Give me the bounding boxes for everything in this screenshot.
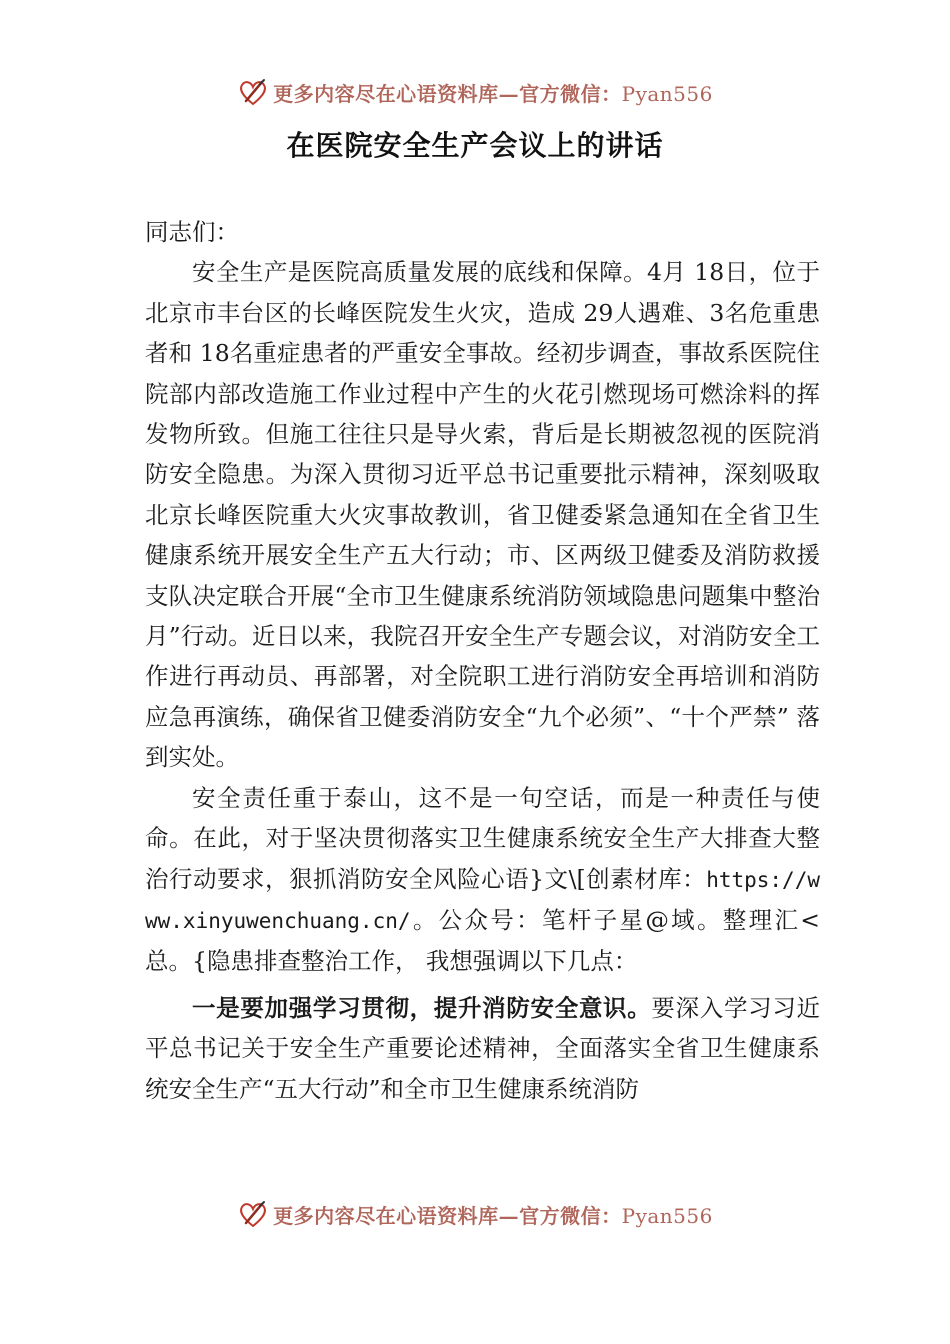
banner-wechat-id: Pyan556 — [621, 81, 713, 106]
paragraph-3-lead: 一是要加强学习贯彻，提升消防安全意识。 — [192, 993, 652, 1022]
banner-label: 更多内容尽在心语资料库—官方微信： — [273, 81, 622, 106]
paragraph-2-text: 安全责任重于泰山，这不是一句空话，而是一种责任与使命。在此，对于坚决贯彻落实卫生健康系统安全生产大排查大整治行动要求，狠抓消防安全风险心语}文\[创素材库： — [145, 783, 820, 893]
paragraph-3 — [145, 988, 820, 1109]
page-title: 在医院安全生产会议上的讲话 — [286, 129, 664, 162]
paragraph-2-tail: 。公众号：笔杆子星@域。整理汇<总。{隐患排查整治工作， 我想强调以下几点： — [145, 905, 820, 976]
paragraph-2 — [145, 778, 820, 982]
paragraph-1: 安全生产是医院高质量发展的底线和保障。4月 18日，位于北京市丰台区的长峰医院发生火灾，造成 29人遇难、3名危重患者和 18名重症患者的严重安全事故。经初步调查，事故系医院住院部内部改造施工作业过程中产生的火花引燃现场可燃涂料的挥发物所致。但施工往往只是导火索，背后是长期被忽视的医院消防安全隐患。为深入贯彻习近平总书记重要批示精神，深刻吸取北京长峰医院重大火灾事故教训，省卫健委紧急通知在全省卫生健康系统开展安全生产五大行动；市、区两级卫健委及消防救援支队决定联合开展“全市卫生健康系统消防领域隐患问题集中整治月”行动。近日以来，我院召开安全生产专题会议，对消防安全工作进行再动员、再部署，对全院职工进行消防安全再培训和消防应急再演练，确保省卫健委消防安全“九个必须”、“十个严禁” 落到实处。 — [145, 258, 820, 772]
heart-pen-logo-icon — [237, 1198, 269, 1230]
heart-pen-logo-icon — [237, 76, 269, 108]
source-url: https://www.xinyuwenchuang.cn/ — [145, 867, 820, 933]
paragraph-3-text: 要深入学习习近平总书记关于安全生产重要论述精神，全面落实全省卫生健康系统安全生产“五大行动”和全市卫生健康系统消防 — [145, 993, 821, 1103]
banner-label: 更多内容尽在心语资料库—官方微信： — [273, 1203, 622, 1228]
footer-banner — [0, 1194, 950, 1234]
banner-text — [273, 1200, 713, 1229]
header-banner — [0, 72, 950, 112]
salutation: 同志们： — [145, 218, 239, 246]
banner-wechat-id: Pyan556 — [621, 1203, 713, 1228]
banner-text — [273, 78, 713, 107]
document-body — [145, 212, 820, 1109]
